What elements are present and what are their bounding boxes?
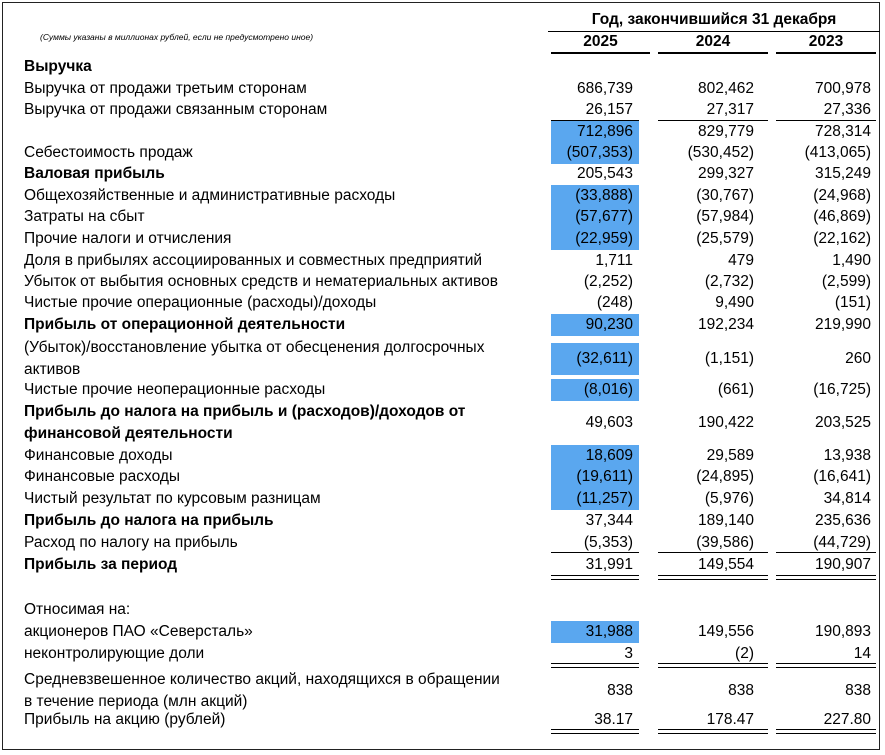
value-2025: (19,611): [576, 468, 633, 485]
value-2025: 18,609: [585, 447, 633, 464]
value-2024: 27,317: [706, 101, 754, 118]
value-2025: (22,959): [575, 230, 633, 247]
value-2024: (25,579): [696, 230, 754, 247]
value-2024: (30,767): [696, 187, 754, 204]
value-2023: (16,725): [813, 381, 871, 398]
value-2025: 31,988: [585, 623, 633, 640]
row-label: Убыток от выбытия основных средств и нематериальных активов: [24, 273, 498, 290]
table-row: [0, 669, 885, 713]
row-label: Расход по налогу на прибыль: [24, 534, 238, 551]
row-label-line: активов: [24, 361, 81, 378]
value-2024: (24,895): [696, 468, 754, 485]
value-2024: (2): [735, 645, 754, 662]
table-row: [0, 466, 885, 488]
period-header: Год, закончившийся 31 декабря: [548, 9, 880, 32]
row-label: [24, 669, 554, 713]
value-2025: 90,230: [585, 316, 633, 333]
row-label: Общехозяйственные и административные расходы: [24, 187, 396, 204]
double-underline: [551, 729, 639, 734]
row-label: Себестоимость продаж: [24, 144, 193, 161]
value-2025: 205,543: [576, 165, 633, 182]
value-2024: 29,589: [706, 447, 754, 464]
value-2023: (24,968): [813, 187, 871, 204]
value-2025: (2,252): [583, 273, 633, 290]
row-label: Прибыль от операционной деятельности: [24, 316, 346, 333]
double-underline: [551, 575, 639, 580]
underline: [776, 120, 876, 121]
value-2025: 712,896: [576, 123, 633, 140]
value-2025: (11,257): [576, 490, 633, 507]
value-2023: 700,978: [814, 80, 871, 97]
value-2025: 838: [607, 682, 633, 699]
year-2024-header: 2024: [658, 32, 768, 54]
value-2023: (2,599): [821, 273, 871, 290]
table-row: [0, 621, 885, 643]
table-row: [0, 228, 885, 250]
row-label: Финансовые расходы: [24, 468, 181, 485]
row-label: неконтролирующие доли: [24, 645, 205, 662]
value-2025: (8,016): [583, 381, 633, 398]
year-2023-header: 2023: [776, 32, 876, 54]
underline: [551, 120, 639, 121]
value-2024: 149,554: [697, 556, 754, 573]
double-underline: [658, 729, 768, 734]
table-row: [0, 78, 885, 100]
value-2024: (39,586): [696, 534, 754, 551]
table-row: [0, 163, 885, 185]
table-row: [0, 206, 885, 228]
row-label: Прибыль на акцию (рублей): [24, 711, 226, 728]
double-underline: [551, 663, 639, 668]
value-2023: 219,990: [814, 316, 871, 333]
value-2024: (1,151): [704, 350, 754, 367]
double-underline: [776, 729, 876, 734]
underline: [658, 552, 768, 553]
underline: [776, 552, 876, 553]
value-2025: 31,991: [585, 556, 633, 573]
row-label: Выручка от продажи третьим сторонам: [24, 80, 307, 97]
value-2023: 13,938: [823, 447, 871, 464]
row-label: Выручка от продажи связанным сторонам: [24, 101, 328, 118]
value-2023: 235,636: [814, 512, 871, 529]
row-label-line: Прибыль до налога на прибыль и (расходов)/доходов от: [24, 403, 466, 420]
value-2025: (248): [596, 294, 633, 311]
table-row: [0, 532, 885, 554]
table-row: [0, 271, 885, 293]
value-2024: 299,327: [697, 165, 754, 182]
value-2025: (507,353): [566, 144, 633, 161]
value-2023: 190,907: [814, 556, 871, 573]
table-row: [0, 445, 885, 467]
table-row: [0, 554, 885, 576]
row-label: Прибыль за период: [24, 556, 178, 573]
value-2024: 178.47: [706, 711, 754, 728]
value-2023: (413,065): [804, 144, 871, 161]
table-row: [0, 401, 885, 445]
value-2023: 260: [845, 350, 871, 367]
value-2025: (5,353): [583, 534, 633, 551]
table-row: [0, 250, 885, 272]
value-2023: (151): [834, 294, 871, 311]
value-2024: 149,556: [697, 623, 754, 640]
value-2024: 190,422: [697, 414, 754, 431]
value-2025: 37,344: [585, 512, 633, 529]
units-note: (Суммы указаны в миллионах рублей, если не предусмотрено иное): [40, 32, 314, 42]
value-2024: 479: [728, 252, 754, 269]
value-2024: (661): [717, 381, 754, 398]
row-label: [24, 401, 554, 445]
value-2023: 27,336: [823, 101, 871, 118]
row-label: Прибыль до налога на прибыль: [24, 512, 274, 529]
value-2023: 203,525: [814, 414, 871, 431]
table-row: [0, 99, 885, 121]
double-underline: [658, 663, 768, 668]
value-2023: (16,641): [813, 468, 871, 485]
value-2025: 49,603: [585, 414, 633, 431]
value-2023: 1,490: [832, 252, 871, 269]
table-row: [0, 56, 885, 78]
double-underline: [776, 575, 876, 580]
row-label-line: в течение периода (млн акций): [24, 693, 248, 710]
value-2024: (57,984): [696, 208, 754, 225]
value-2023: 315,249: [814, 165, 871, 182]
table-row: [0, 142, 885, 164]
table-row: [0, 185, 885, 207]
row-label-line: (Убыток)/восстановление убытка от обесценения долгосрочных: [24, 339, 485, 356]
value-2023: (46,869): [813, 208, 871, 225]
row-label: Относимая на:: [24, 601, 131, 618]
row-label: Доля в прибылях ассоциированных и совместных предприятий: [24, 252, 483, 269]
table-row: [0, 488, 885, 510]
table-row: [0, 709, 885, 731]
row-label: Финансовые доходы: [24, 447, 173, 464]
value-2024: (2,732): [704, 273, 754, 290]
value-2025: (32,611): [576, 350, 633, 367]
value-2024: 838: [728, 682, 754, 699]
underline: [658, 120, 768, 121]
row-label: Чистый результат по курсовым разницам: [24, 490, 321, 507]
value-2023: 728,314: [814, 123, 871, 140]
table-row: [0, 510, 885, 532]
value-2023: 190,893: [814, 623, 871, 640]
value-2023: 34,814: [823, 490, 871, 507]
value-2023: (22,162): [813, 230, 871, 247]
value-2025: 26,157: [585, 101, 633, 118]
table-row: [0, 599, 885, 621]
row-label: Затраты на сбыт: [24, 208, 145, 225]
value-2024: (530,452): [687, 144, 754, 161]
value-2024: 9,490: [715, 294, 754, 311]
value-2025: (33,888): [575, 187, 633, 204]
value-2025: 3: [624, 645, 633, 662]
value-2023: 838: [845, 682, 871, 699]
row-label: Выручка: [24, 58, 92, 75]
value-2024: (5,976): [704, 490, 754, 507]
value-2025: 38.17: [594, 711, 633, 728]
value-2025: (57,677): [575, 208, 633, 225]
table-row: [0, 643, 885, 665]
table-row: [0, 379, 885, 401]
value-2024: 189,140: [697, 512, 754, 529]
table-row: [0, 292, 885, 314]
value-2024: 829,779: [697, 123, 754, 140]
row-label: Чистые прочие операционные (расходы)/доходы: [24, 294, 377, 311]
double-underline: [658, 575, 768, 580]
underline: [551, 552, 639, 553]
row-label: Валовая прибыль: [24, 165, 165, 182]
year-2025-header: 2025: [551, 32, 650, 54]
value-2024: 802,462: [697, 80, 754, 97]
row-label: Прочие налоги и отчисления: [24, 230, 232, 247]
row-label: [24, 337, 554, 381]
value-2023: 227.80: [823, 711, 871, 728]
table-row: [0, 121, 885, 143]
row-label: акционеров ПАО «Северсталь»: [24, 623, 253, 640]
row-label: Чистые прочие неоперационные расходы: [24, 381, 326, 398]
double-underline: [776, 663, 876, 668]
row-label-line: финансовой деятельности: [24, 425, 233, 442]
value-2025: 1,711: [595, 252, 633, 269]
row-label-line: Средневзвешенное количество акций, находящихся в обращении: [24, 671, 500, 688]
value-2023: 14: [853, 645, 871, 662]
value-2023: (44,729): [813, 534, 871, 551]
value-2025: 686,739: [576, 80, 633, 97]
table-row: [0, 337, 885, 381]
table-row: [0, 314, 885, 336]
value-2024: 192,234: [697, 316, 754, 333]
